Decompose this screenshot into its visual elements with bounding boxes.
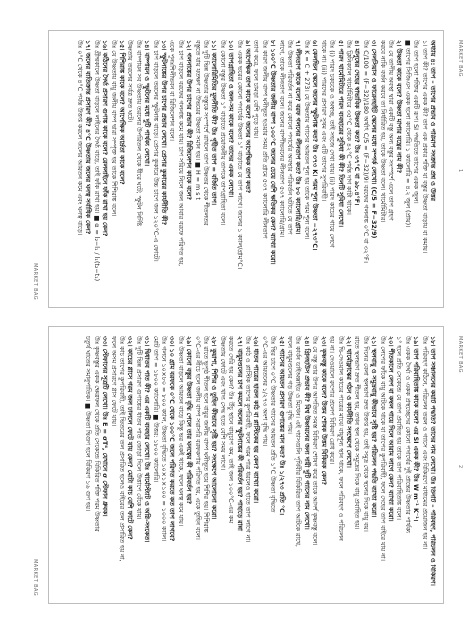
text-line: ১৫। শিশিরাঙ্ক কাকে বলে? আপেক্ষিক আর্দ্রতা কাকে বলে?: [117, 40, 125, 185]
text-line: উষ্ণতায় তরলের সর্বত্র দ্রুত ঘটে।: [126, 40, 134, 123]
page-header: [454, 40, 466, 298]
text-line: ১৯। তাপ পরিবাহিতাঙ্ক কাকে বলে? এর SI একক কী? উঃ W m⁻¹ K⁻¹।: [412, 336, 420, 522]
text-line: উঃ কৃষ্ণবস্তুর একক ক্ষেত্রফল থেকে প্রতি সেকেন্ডে বিকিরিত শক্তি পরম উষ্ণতার: [92, 336, 100, 532]
text-line: উঃ কাঠ ও প্লাস্টিক তাপের কুপরিবাহী, ফলে গরম পাত্র ধরলেও হাতে তাপ লাগে না।: [244, 336, 252, 543]
text-line: একে পুনঃশিলীভবন বা রিজিলেশন বলে।: [168, 40, 176, 141]
right-page: [32, 326, 463, 604]
text-line: উঃ চাপ বাড়লে তরলের স্ফুটনাঙ্ক বাড়ে। প্রেসার কুকারে উচ্চ চাপে জল ১২০°C-এ ফোটে।: [151, 40, 159, 262]
text-line: ২৩। কৃষ্ণবস্তু কাকে বলে? উত্তম শোষক উত্তম বিকিরক কেন?: [319, 336, 327, 485]
text-line: ৮। ১০০°C উষ্ণতার জলীয় বাষ্প ১০০°C জলের চেয়ে বেশি ক্ষতিকর কেন? ব্যাখ্যা করো।: [269, 40, 277, 265]
page-number: 1: [457, 169, 463, 173]
page-header: [454, 336, 466, 594]
text-line: উঃ তাপ হলো শক্তির একটি রূপ। SI পদ্ধতিতে তাপের একক জুল।: [412, 40, 420, 204]
text-line: ১১। ক্যালোরিমিতির মূলনীতি কী? উঃ গৃহীত তাপ = বর্জিত তাপ।: [210, 40, 218, 206]
text-line: উঃ দ্বি-দেওয়াল কাচের পাত্রের মাঝে বায়ুশূন্য স্থান থাকে, ফলে পরিবহণ ও পরিচলন: [336, 336, 344, 541]
text-line: উঃ গলনে ১০×৮০ = ৮০০ ক্যাল, উষ্ণতা বৃদ্ধিতে ১০×১×১০০ = ১০০০ ক্যাল।: [160, 336, 167, 542]
text-line: উঃ গ্রীষ্মকালে উষ্ণতা বাড়লে লাইনের দৈর্ঘ্য বাড়ে, তাই ফাঁক রাখা হয়। ■ α = l₂−l₁ / l₁(t₂−t₁): [92, 40, 100, 282]
text-line: ২৮। কুয়াশা, শিশির ও তুহিন কীভাবে সৃষ্টি হয়? সংক্ষেপে আলোচনা করো।: [210, 336, 218, 520]
text-line: ১৪। বাষ্পায়ন ও স্ফুটনের মধ্যে দুটি পার্থক্য লেখো।: [143, 40, 151, 166]
text-line: উঃ যে বস্তু তার উপর আপতিত সমস্ত বিকিরণ শোষণ করে তাকে আদর্শ কৃষ্ণবস্তু বলে।: [311, 336, 319, 546]
text-line: ১° হলে প্রতি সেকেন্ডে যে তাপ প্রবাহিত হয় তাকে তাপ পরিবাহিতাঙ্ক বলে।: [395, 336, 403, 520]
text-line: উষ্ণতায় ফোটে এবং খাদ্য সেদ্ধ হতে বেশি সময় লাগে।: [218, 336, 226, 470]
header-title: MARKET BAG: [457, 40, 463, 77]
text-line: ৩। সেলসিয়াস ও ফারেনহাইট স্কেলের মধ্যে সম্পর্ক লেখো। (C/5 = F−32/9): [370, 40, 378, 239]
text-line: উঃ পরিবহণ কঠিনে, পরিচলন তরল ও গ্যাসে এবং বিকিরণে মাধ্যমের প্রয়োজন হয় না।: [420, 336, 428, 550]
text-line: উঃ কাচ তাপের কুপরিবাহী, তাই ভিতরের তল প্রসারিত হলেও বাইরের তল প্রসারিত হয় না,: [117, 336, 125, 562]
text-line: হয় না। দেওয়ালে রুপোর প্রলেপ বিকিরণ রোধ করে।: [328, 336, 336, 465]
text-line: বস্তুতে যায় যতক্ষণ না উভয়ের উষ্ণতা সমান হয়। ■ H = m s t: [193, 40, 201, 200]
text-line: ২২। থার্মোফ্লাস্কের গঠন ও কার্যনীতি সংক্ষেপে লেখো।: [344, 336, 352, 468]
text-line: লাগে, তাকে লীনতাপ বলে। জলের বাষ্পীভবনের লীনতাপ ৫৩৭ ক্যালোরি/গ্রাম।: [277, 40, 285, 238]
text-line: উঃ যে উষ্ণতায় বায়ু জলীয় বাষ্প দ্বারা সম্পৃক্ত হয় তাকে শিশিরাঙ্ক বলে।: [109, 40, 117, 217]
text-line: ৩২। কাচের গ্লাসে গরম জল ঢাললে ফেটে যায় কেন? মোটা কাচ বেশি ফাটে কেন?: [126, 336, 134, 540]
text-line: উঃ K = C + 273। যে উষ্ণতায় গ্যাসের আয়তন শূন্য হয় তাকে পরম শূন্য বলে।: [302, 40, 310, 240]
text-line: ১৮। তাপ সঞ্চালনের কয়টি পদ্ধতি? তাদের নাম লেখো। উঃ তিনটি – পরিবহণ, পরিচলন ও বিকিরণ।: [429, 336, 436, 586]
text-line: ১৬। কঠিনের দৈর্ঘ্য প্রসারণ গুণাঙ্ক কাকে বলে? রেললাইনে ফাঁক রাখা হয় কেন?: [101, 40, 109, 237]
page-body: [54, 40, 436, 296]
text-line: ২৬। ধাতব পাত্রের হাতল কাঠ বা প্লাস্টিকের হয় কেন? ব্যাখ্যা করো।: [252, 336, 260, 503]
text-line: উঃ দিনের বেলা স্থলভাগ দ্রুত উত্তপ্ত হয়, তাই সমুদ্র থেকে স্থলের দিকে বায়ু বয়।: [361, 336, 369, 532]
text-line: ২৪। গ্রিনহাউস প্রভাব কী? বিশ্ব উষ্ণায়নের জন্য দায়ী দুটি গ্যাসের নাম লেখো।: [302, 336, 310, 530]
text-line: ৭। লীনতাপ কাকে বলে? বরফ গলনের লীনতাপ কত? উঃ ৮০ ক্যালোরি/গ্রাম।: [294, 40, 302, 235]
text-line: ১৭। জলের ব্যতিক্রান্ত প্রসারণ কী? ৪°C উষ্ণতায় জলের ঘনত্ব সর্বাধিক কেন?: [84, 40, 92, 235]
left-page: [32, 30, 463, 308]
text-line: উঃ C/100 = (F−32)/180 অর্থাৎ C/5 = (F−32)/9। বরফের গলনাঙ্ক ০°C বা ৩২°F।: [361, 40, 369, 264]
text-line: উঃ স্থির চাপে ০°C উষ্ণতার গ্যাসের আয়তন প্রতি ১°C উষ্ণতা বৃদ্ধিতে: [269, 336, 277, 513]
text-line: ২৯। কোনো বস্তুর উষ্ণতা বৃদ্ধি পেলে তার ঘনত্বের কী পরিবর্তন হয়?: [185, 336, 193, 505]
text-line: ১। তাপ কী? তাপের একক কী? তাপ এক প্রকার শক্তি যা বস্তুর উষ্ণতা বাড়ায় বা কমায়।: [420, 40, 428, 254]
text-line: ৩৩। স্টেফানের সূত্রটি লেখো। উঃ E = σT⁴, যেখানে σ স্টেফান ধ্রুবক।: [101, 336, 109, 517]
text-line: উঃ চাপ বাড়লে বরফের গলনাঙ্ক কমে যায়। চাপ সরিয়ে নিলে জল আবার বরফে পরিণত হয়,: [176, 40, 184, 267]
text-line: ১২। গলনাঙ্কের উপর চাপের প্রভাব কী? রিজিলেশন কাকে বলে?: [185, 40, 193, 200]
text-line: ফলে অসম প্রসারণে গ্লাস ফেটে যায়।: [109, 336, 117, 427]
text-line: ০°C-এর নীচে হলে জলীয় বাষ্প সরাসরি বরফকণায় পরিণত হয়, একে তুহিন বলে।: [193, 336, 201, 540]
text-line: ২। উষ্ণতা কাকে বলে? উষ্ণতা মাপার যন্ত্রের নাম কী?: [395, 40, 403, 174]
text-line: ১০। তাপগ্রাহিতা ও জল-সম কাকে বলে? তাদের একক লেখো।: [227, 40, 235, 198]
text-line: উঃ একক ভরের কোনো পদার্থের উষ্ণতা ১° বাড়াতে যে তাপ লাগে। জলের ১ ক্যাল/গ্রাম°C।: [235, 40, 243, 270]
text-line: ৩০। ১০ গ্রাম বরফকে ০°C থেকে ১০০°C জলে পরিণত করতে কত তাপ লাগবে?: [168, 336, 176, 542]
text-line: চতুর্থ ঘাতের সমানুপাতিক। ■ উষ্ণতা দ্বিগুণ হলে বিকিরণ ১৬ গুণ হয়।: [84, 336, 92, 512]
text-line: ফলে বায়ুমণ্ডলের গড় উষ্ণতা বৃদ্ধি পায়।: [286, 336, 294, 434]
header-title: MARKET BAG: [457, 336, 463, 373]
text-line: রাতে স্থলভাগ দ্রুত শীতল হয়, তখন স্থল থেকে সমুদ্রের দিকে বায়ু প্রবাহিত হয়।: [353, 336, 361, 530]
text-line: ০°C-এর আয়তনের ১/২৭৩ অংশ বৃদ্ধি পায়।: [260, 336, 268, 447]
text-line: অধ্যায় ৪: তাপ – তাপের প্রভাব ও পরিমাপ সংক্রান্ত প্রশ্ন ও উত্তর: [429, 40, 436, 201]
text-line: মোট তাপ = ১৮০০ ক্যালোরি। ■ উত্তর: ১৮০০ ক্যালোরি।: [151, 336, 159, 483]
text-line: ২৫। গ্যাসের আয়তন প্রসারণ গুণাঙ্কের মান কত? উঃ ১/২৭৩ প্রতি °C।: [277, 336, 285, 516]
text-line: ৯। আপেক্ষিক তাপ কাকে বলে? জলের আপেক্ষিক তাপ কত?: [244, 40, 252, 194]
text-line: ২০। শীতকালে লেপ বা কম্বল গায়ে দিলে আরাম লাগে কেন? ব্যাখ্যা করো।: [386, 336, 394, 522]
text-line: ৫। পারদ থার্মোমিটারে পারদ ব্যবহারের সুবিধা কী কী? তিনটি সুবিধা লেখো।: [336, 40, 344, 227]
text-line: উঃ দুটি ভিন্ন প্রসারণ গুণাঙ্কের ধাতব পাত জোড়া দিলে উত্তাপে বেঁকে যায়।: [134, 336, 142, 520]
text-line: উঃ একক দৈর্ঘ্য ও একক প্রস্থচ্ছেদের কোনো পদার্থের দুই প্রান্তের উষ্ণতার পার্থক্য: [403, 336, 411, 533]
text-line: উঃ যে তাপীয় অবস্থা দ্বারা একটি বস্তু অন্য বস্তুর সংস্পর্শে এলে তাপ গ্রহণ: [386, 40, 394, 221]
text-line: উঃ উষ্ণতা পরিবর্তন না করে কোনো পদার্থের অবস্থার পরিবর্তন ঘটাতে যে তাপ: [286, 40, 294, 235]
text-line: উঃ উষ্ণতা বাড়লে আয়তন বাড়ে কিন্তু ভর একই থাকে, ফলে ঘনত্ব কমে যায়।: [176, 336, 184, 526]
text-line: উঃ ক্লিনিক্যাল থার্মোমিটারে ৩৫°C থেকে ৪২°C পর্যন্ত দাগ কাটা থাকে।: [344, 40, 352, 215]
page-body: [54, 336, 436, 592]
text-line: উঃ লেপের ফাঁকে বায়ু আটকে থাকে যা তাপের কুপরিবাহী, ফলে দেহের তাপ বাইরে যায় না।: [378, 336, 386, 561]
text-line: করতে দেরি হয় কেন? উঃ উঁচু স্থানে বায়ুচাপ কম, তাই জল ১০০°C-এর কম: [227, 336, 235, 524]
text-line: ■ তাপের সিজিএস একক হলো ক্যালোরি। ১ ক্যালোরি = ৪.২ জুল (প্রায়)।: [403, 40, 411, 228]
page-footer: MARKET BAG: [32, 559, 38, 596]
text-line: উঃ কার্বন ডাইঅক্সাইড ও মিথেন। এই গ্যাসগুলি পৃথিবীর বিকিরিত তাপ আটকে রাখে,: [294, 336, 302, 547]
text-line: উঃ রাতে ভূপৃষ্ঠ শীতল হলে বায়ুর জলীয় বাষ্প ঘনীভূত হয়ে শিশির হয়। শিশিরাঙ্ক: [202, 336, 210, 533]
text-line: উঃ কারণ জলীয় বাষ্প ঘনীভূত হওয়ার সময় প্রতি গ্রামে ৫৩৭ ক্যালোরি লীনতাপ: [260, 40, 268, 239]
text-line: ২৭। বায়ুমণ্ডলের চাপ কমলে জলের স্ফুটনাঙ্কের কী পরিবর্তন হয়? পাহাড়ে রান্না: [235, 336, 243, 531]
text-line: ১৩। স্ফুটনাঙ্কের উপর চাপের প্রভাব লেখো। প্রেসার কুকারের কার্যনীতি কী?: [160, 40, 167, 226]
text-line: উঃ বাষ্পায়ন সব উষ্ণতায় তরলের উপরিতল থেকে ধীরে ঘটে; স্ফুটন নির্দিষ্ট: [134, 40, 142, 226]
text-line: উঃ ০°C থেকে ৪°C পর্যন্ত উত্তপ্ত করলে জলের আয়তন কমে এবং ঘনত্ব বাড়ে।: [75, 40, 83, 236]
page-footer: MARKET BAG: [32, 263, 38, 300]
text-line: উঃ দুটি ভিন্ন উষ্ণতার বস্তুকে সংস্পর্শে রাখলে তাপ উষ্ণতর থেকে শীতলতর: [202, 40, 210, 226]
text-line: করবে নাকি বর্জন করবে তা নির্ধারিত হয়, তাকে উষ্ণতা বলে। থার্মোমিটার।: [378, 40, 386, 223]
text-line: ৬। কেলভিন স্কেলে জলের স্ফুটনাঙ্ক কত? উঃ ৩৭৩ K। পরম শূন্য উষ্ণতা −২৭৩°C।: [311, 40, 319, 251]
text-line: ত্যাগ করে, ফলে চামড়া বেশি পুড়ে যায়।: [252, 40, 260, 139]
text-line: ৪। মানুষের দেহের স্বাভাবিক উষ্ণতা কত? উঃ ৩৭°C বা ৯৮.৪°F।: [353, 40, 361, 206]
page-number: 2: [457, 465, 463, 469]
text-line: ২১। স্থলবায়ু ও সমুদ্রবায়ু কীভাবে সৃষ্টি হয়? পরিচলন পদ্ধতি ব্যাখ্যা করো।: [370, 336, 378, 518]
text-line: থাকে না। (iii) পারদের প্রসারণ সুষম এবং এটি তাপের সুপরিবাহী।: [319, 40, 327, 202]
text-line: উঃ (i) পারদ চকচকে ও অস্বচ্ছ, তাই সহজে দেখা যায়। (ii) পারদ কাচের গায়ে লেগে: [328, 40, 336, 248]
text-line: উঃ কোনো বস্তুর উষ্ণতা ১° বাড়াতে প্রয়োজনীয় তাপকে তাপগ্রাহিতা বলে।: [218, 40, 226, 226]
text-line: ৩১। দ্বিধাতব পাত কী? এর একটি ব্যবহার লেখো। উঃ থার্মোস্ট্যাট ও অগ্নি-সংকেত।: [143, 336, 151, 543]
